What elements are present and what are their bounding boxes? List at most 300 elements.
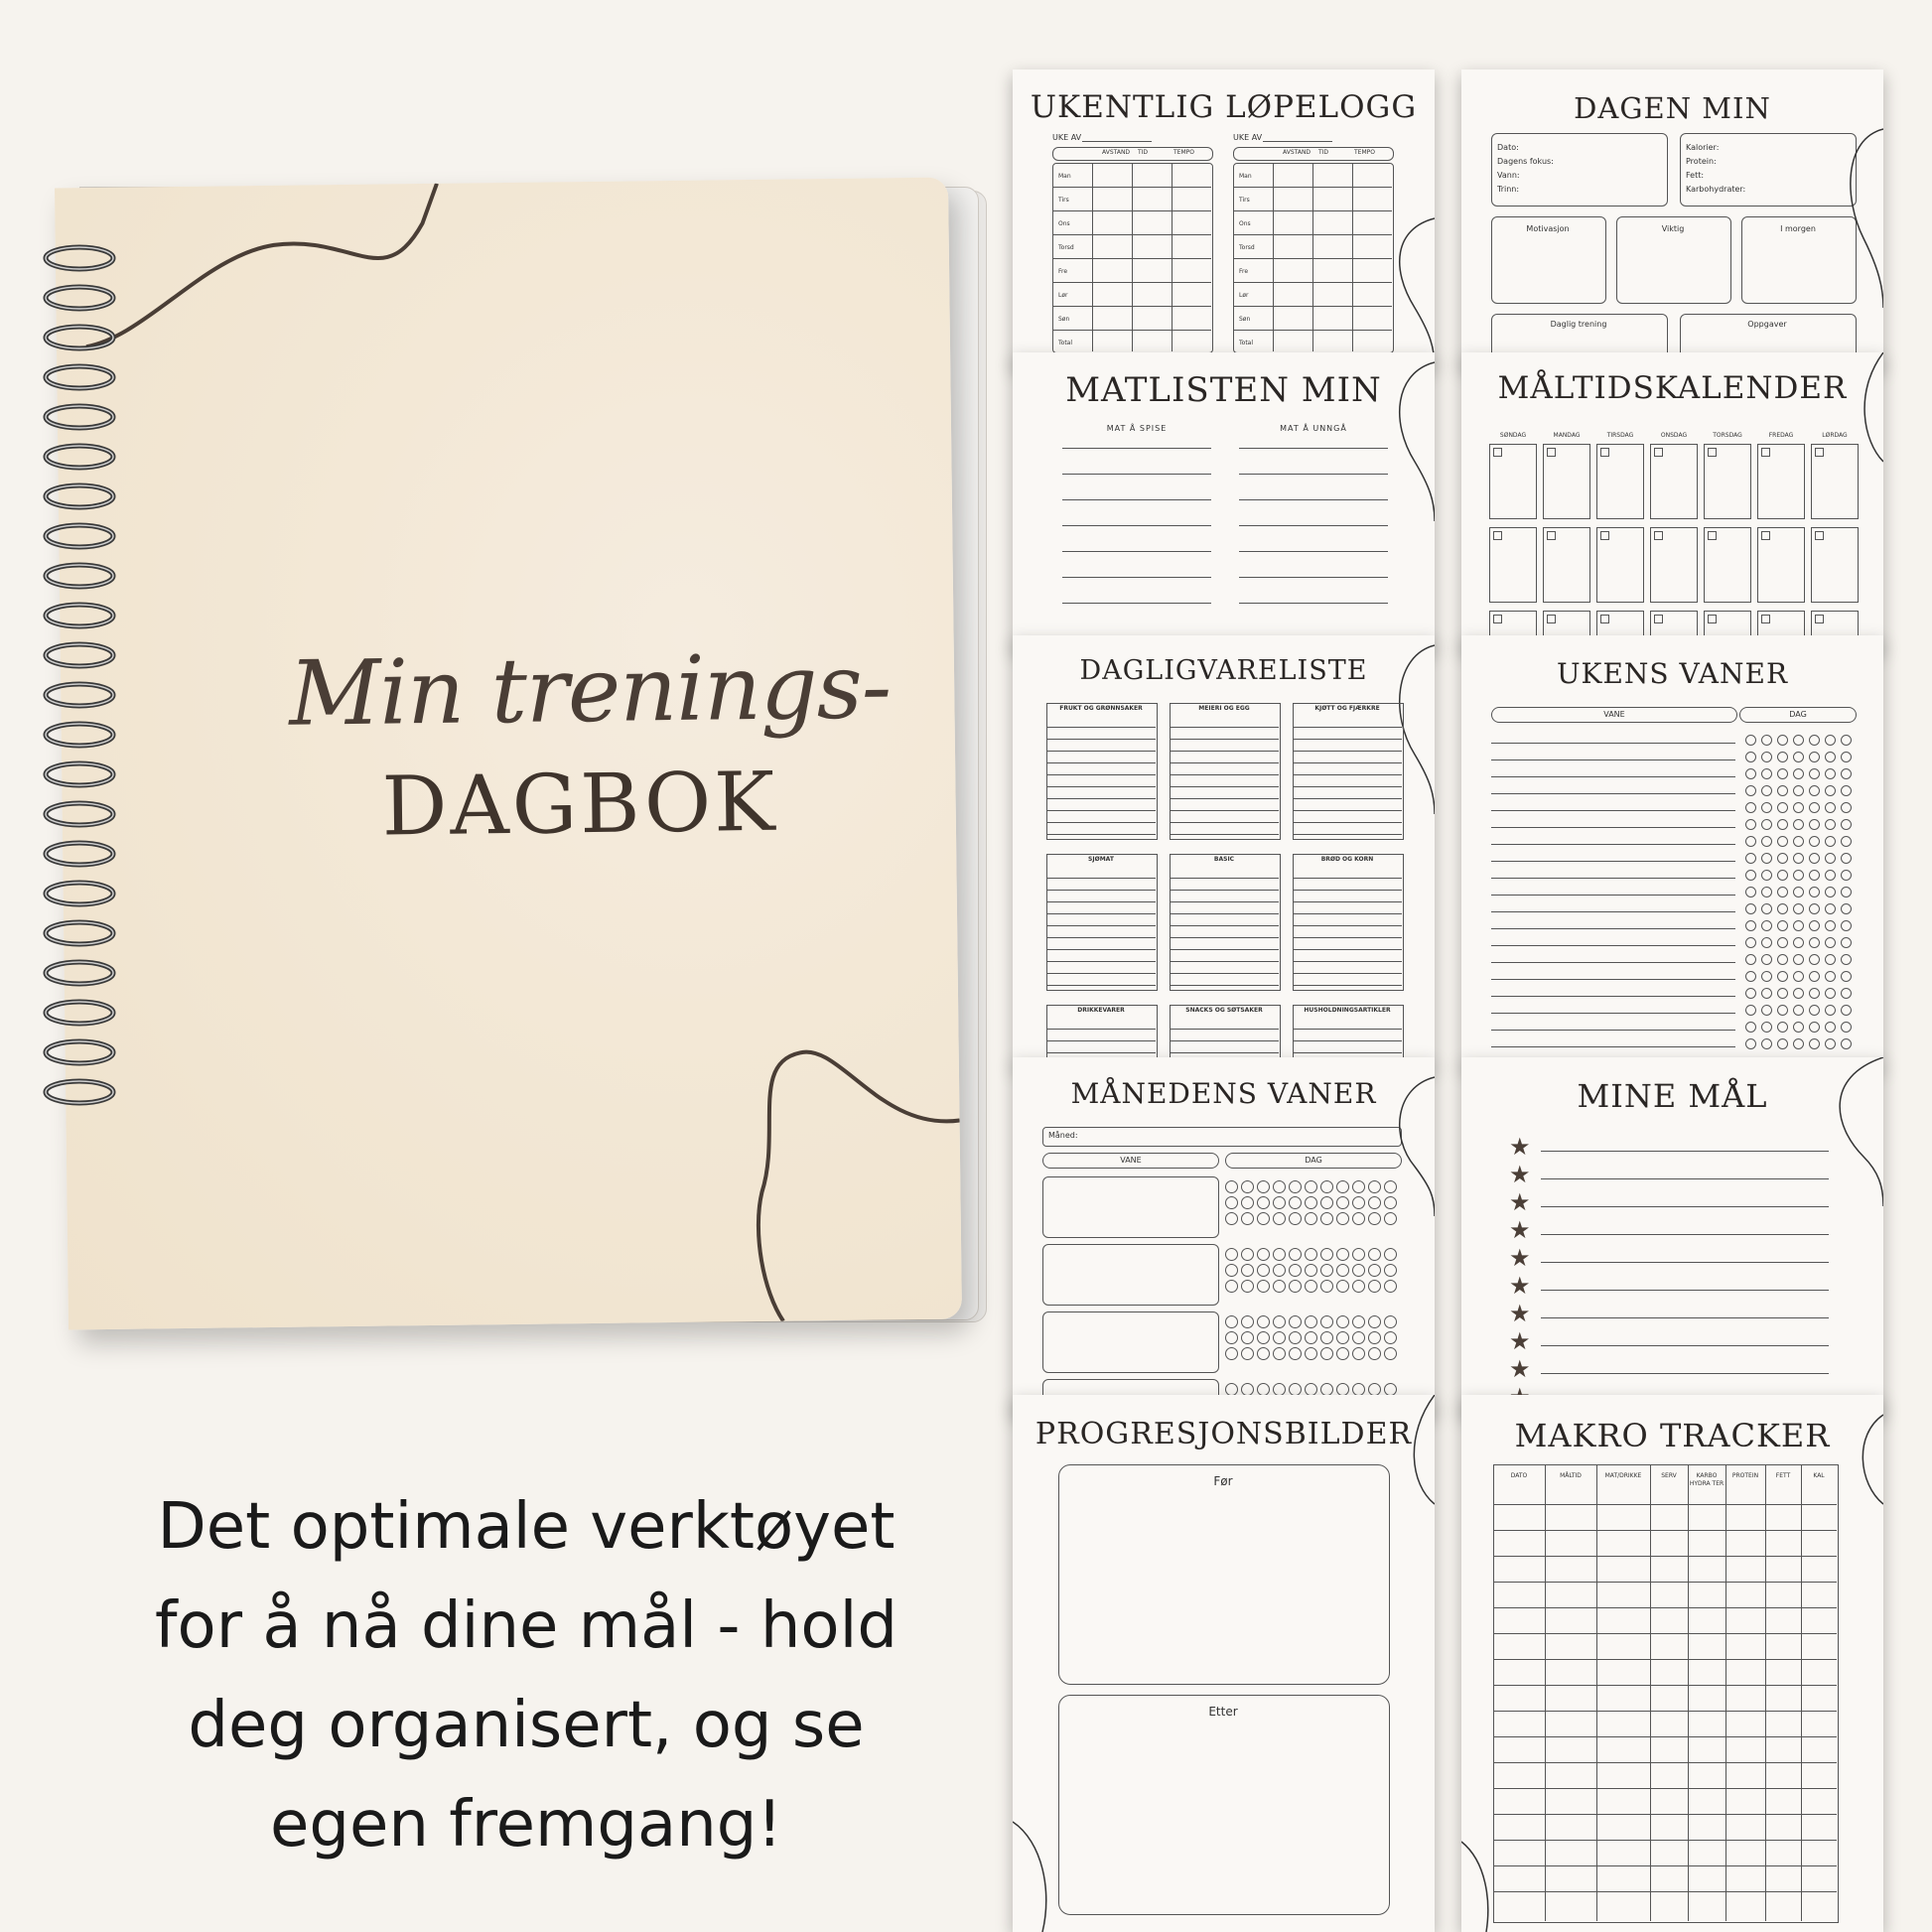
weekday-label: MANDAG: [1553, 432, 1581, 439]
habit-day-circle: [1761, 836, 1772, 847]
star-icon: ★: [1509, 1244, 1531, 1272]
habit-line: [1491, 861, 1735, 862]
box-label: Motivasjon: [1526, 224, 1570, 233]
table-divider: [1092, 163, 1093, 351]
grocery-line: [1170, 925, 1279, 926]
column-label: AVSTAND: [1283, 149, 1311, 156]
box-label: I morgen: [1780, 224, 1816, 233]
habit-line: [1491, 759, 1735, 760]
food-line: [1062, 499, 1211, 500]
day-label: Søn: [1239, 316, 1251, 323]
grocery-line: [1293, 1029, 1402, 1030]
table-row-line: [1052, 330, 1211, 331]
habit-day-circle: [1793, 752, 1804, 762]
day-column-header: DAG: [1225, 1153, 1402, 1169]
page-wave-decoration: [1804, 1057, 1883, 1415]
habit-day-circle: [1225, 1315, 1238, 1328]
habit-day-circle: [1352, 1315, 1365, 1328]
star-icon: ★: [1509, 1161, 1531, 1188]
meal-checkbox: [1654, 615, 1663, 623]
macro-column-divider: [1596, 1464, 1597, 1921]
habit-day-circle: [1257, 1196, 1270, 1209]
meal-checkbox: [1493, 615, 1502, 623]
habit-day-circle: [1793, 768, 1804, 779]
habit-day-circle: [1320, 1264, 1333, 1277]
macro-row-line: [1493, 1504, 1837, 1505]
habit-day-circle: [1305, 1331, 1317, 1344]
habit-day-circle: [1809, 937, 1820, 948]
habit-day-circle: [1793, 954, 1804, 965]
day-column-header: DAG: [1739, 707, 1857, 723]
grocery-line: [1293, 985, 1402, 986]
star-icon: ★: [1509, 1188, 1531, 1216]
habit-day-circle: [1809, 1022, 1820, 1033]
habit-day-circle: [1273, 1248, 1286, 1261]
grocery-line: [1293, 822, 1402, 823]
table-divider: [1172, 163, 1173, 351]
habit-box: [1042, 1244, 1219, 1306]
habit-day-circle: [1761, 954, 1772, 965]
habit-day-circle: [1777, 870, 1788, 881]
page-title: DAGLIGVARELISTE: [1079, 655, 1368, 686]
habit-day-circle: [1225, 1280, 1238, 1293]
habit-line: [1491, 979, 1735, 980]
grocery-line: [1170, 985, 1279, 986]
month-field: [1042, 1127, 1402, 1147]
page-wave-decoration: [1375, 1395, 1435, 1932]
habit-day-circle: [1320, 1212, 1333, 1225]
habit-day-circle: [1289, 1315, 1302, 1328]
habit-day-circle: [1257, 1315, 1270, 1328]
habit-day-circle: [1761, 1022, 1772, 1033]
habit-day-circle: [1352, 1180, 1365, 1193]
after-photo-box: [1058, 1695, 1390, 1915]
habit-day-circle: [1809, 836, 1820, 847]
weekday-label: LØRDAG: [1822, 432, 1848, 439]
habit-day-circle: [1825, 937, 1836, 948]
grocery-line: [1046, 751, 1156, 752]
habit-day-circle: [1825, 735, 1836, 746]
habit-day-circle: [1825, 954, 1836, 965]
grocery-line: [1293, 878, 1402, 879]
habit-day-circle: [1305, 1180, 1317, 1193]
habit-day-circle: [1352, 1280, 1365, 1293]
table-row-line: [1052, 234, 1211, 235]
grocery-section: [1170, 703, 1281, 840]
habit-day-circle: [1777, 752, 1788, 762]
meal-checkbox: [1761, 615, 1770, 623]
habit-day-circle: [1289, 1331, 1302, 1344]
spiral-binding: [30, 238, 149, 1390]
habit-day-circle: [1745, 1038, 1756, 1049]
food-line: [1239, 474, 1388, 475]
grocery-line: [1046, 1040, 1156, 1041]
page-monthly-habits: [1013, 1057, 1435, 1415]
habit-day-circle: [1809, 988, 1820, 999]
grocery-line: [1170, 973, 1279, 974]
grocery-line: [1046, 822, 1156, 823]
habit-day-circle: [1368, 1331, 1381, 1344]
page-title: MATLISTEN MIN: [1065, 370, 1382, 410]
macro-column-label: SERV: [1661, 1472, 1677, 1479]
table-row-line: [1052, 187, 1211, 188]
grocery-line: [1046, 834, 1156, 835]
before-label: Før: [1213, 1474, 1233, 1488]
habit-day-circle: [1841, 752, 1852, 762]
grocery-section: [1170, 854, 1281, 991]
habit-day-circle: [1809, 1038, 1820, 1049]
habit-day-circle: [1273, 1331, 1286, 1344]
habit-day-circle: [1352, 1347, 1365, 1360]
goal-line: [1541, 1206, 1829, 1207]
habit-day-circle: [1257, 1248, 1270, 1261]
grocery-line: [1046, 762, 1156, 763]
food-line: [1239, 577, 1388, 578]
habit-day-circle: [1352, 1212, 1365, 1225]
habit-day-circle: [1809, 785, 1820, 796]
column-label: MAT Å UNNGÅ: [1280, 424, 1347, 433]
star-icon: ★: [1509, 1300, 1531, 1327]
habit-day-circle: [1745, 735, 1756, 746]
habit-day-circle: [1841, 802, 1852, 813]
grocery-line: [1293, 925, 1402, 926]
habit-day-circle: [1368, 1280, 1381, 1293]
meal-checkbox: [1493, 448, 1502, 457]
habit-day-circle: [1273, 1280, 1286, 1293]
week-line: [1263, 141, 1332, 142]
habit-day-circle: [1761, 937, 1772, 948]
habit-day-circle: [1384, 1212, 1397, 1225]
table-divider: [1312, 163, 1313, 351]
habit-day-circle: [1368, 1248, 1381, 1261]
habit-day-circle: [1777, 937, 1788, 948]
habit-day-circle: [1841, 887, 1852, 897]
habit-day-circle: [1841, 819, 1852, 830]
habit-day-circle: [1761, 988, 1772, 999]
habit-day-circle: [1320, 1315, 1333, 1328]
grocery-line: [1046, 1052, 1156, 1053]
food-line: [1062, 577, 1211, 578]
macro-row-line: [1493, 1840, 1837, 1841]
habit-day-circle: [1841, 1005, 1852, 1016]
month-label: Måned:: [1048, 1131, 1078, 1140]
habit-day-circle: [1761, 903, 1772, 914]
grocery-line: [1170, 727, 1279, 728]
goal-line: [1541, 1373, 1829, 1374]
page-wave-decoration: [1375, 1057, 1435, 1415]
food-line: [1062, 525, 1211, 526]
habit-day-circle: [1384, 1180, 1397, 1193]
habit-day-circle: [1257, 1180, 1270, 1193]
cover-main-title: DAGBOK: [381, 755, 778, 855]
habit-day-circle: [1761, 768, 1772, 779]
macro-row-line: [1493, 1685, 1837, 1686]
habit-day-circle: [1825, 1005, 1836, 1016]
habit-day-circle: [1841, 735, 1852, 746]
habit-day-circle: [1225, 1347, 1238, 1360]
meal-checkbox: [1600, 448, 1609, 457]
grocery-line: [1046, 727, 1156, 728]
grocery-line: [1170, 913, 1279, 914]
habit-day-circle: [1825, 903, 1836, 914]
grocery-line: [1046, 949, 1156, 950]
habit-line: [1491, 928, 1735, 929]
grocery-line: [1170, 901, 1279, 902]
page-title: UKENS VANER: [1556, 657, 1789, 690]
meal-checkbox: [1815, 615, 1824, 623]
field-label: Vann:: [1497, 171, 1520, 180]
page-food-list: [1013, 352, 1435, 650]
day-label: Total: [1239, 340, 1254, 346]
table-row-line: [1052, 306, 1211, 307]
field-label: Kalorier:: [1686, 143, 1720, 152]
grocery-section-label: HUSHOLDNINGSARTIKLER: [1304, 1007, 1391, 1014]
grocery-line: [1293, 1052, 1402, 1053]
habit-day-circle: [1825, 819, 1836, 830]
habit-day-circle: [1745, 819, 1756, 830]
table-divider: [1352, 163, 1353, 351]
habit-day-circle: [1241, 1180, 1254, 1193]
grocery-line: [1170, 751, 1279, 752]
grocery-section-label: MEIERI OG EGG: [1198, 705, 1250, 712]
grocery-line: [1046, 878, 1156, 879]
habit-day-circle: [1289, 1196, 1302, 1209]
goal-line: [1541, 1262, 1829, 1263]
page-title: MÅLTIDSKALENDER: [1497, 370, 1848, 406]
habit-day-circle: [1841, 768, 1852, 779]
field-label: Karbohydrater:: [1686, 185, 1746, 194]
page-wave-decoration: [1824, 69, 1883, 367]
habit-day-circle: [1320, 1280, 1333, 1293]
habit-day-circle: [1257, 1347, 1270, 1360]
habit-day-circle: [1793, 1005, 1804, 1016]
food-line: [1239, 603, 1388, 604]
habit-day-circle: [1320, 1331, 1333, 1344]
habit-day-circle: [1809, 954, 1820, 965]
habit-line: [1491, 827, 1735, 828]
habit-day-circle: [1225, 1196, 1238, 1209]
grocery-line: [1293, 834, 1402, 835]
habit-day-circle: [1841, 971, 1852, 982]
habit-day-circle: [1336, 1212, 1349, 1225]
grocery-section: [1046, 854, 1158, 991]
habit-day-circle: [1745, 920, 1756, 931]
habit-day-circle: [1793, 920, 1804, 931]
week-line: [1082, 141, 1152, 142]
habit-day-circle: [1225, 1248, 1238, 1261]
habit-day-circle: [1809, 887, 1820, 897]
box-label: Viktig: [1661, 224, 1685, 233]
habit-day-circle: [1825, 870, 1836, 881]
habit-line: [1491, 996, 1735, 997]
habit-day-circle: [1352, 1331, 1365, 1344]
habit-day-circle: [1289, 1212, 1302, 1225]
page-my-goals: [1461, 1057, 1883, 1415]
habit-day-circle: [1825, 853, 1836, 864]
grocery-section: [1293, 854, 1404, 991]
after-label: Etter: [1208, 1705, 1238, 1719]
habit-day-circle: [1793, 937, 1804, 948]
grocery-line: [1293, 762, 1402, 763]
habit-day-circle: [1336, 1331, 1349, 1344]
habit-line: [1491, 776, 1735, 777]
habit-day-circle: [1289, 1248, 1302, 1261]
macro-row-line: [1493, 1530, 1837, 1531]
habit-day-circle: [1368, 1196, 1381, 1209]
weekday-label: TIRSDAG: [1606, 432, 1634, 439]
grocery-section: [1293, 703, 1404, 840]
habit-day-circle: [1841, 870, 1852, 881]
habit-day-circle: [1825, 785, 1836, 796]
grocery-section: [1046, 703, 1158, 840]
habit-line: [1491, 895, 1735, 896]
habit-day-circle: [1793, 785, 1804, 796]
grocery-line: [1046, 925, 1156, 926]
grocery-line: [1046, 913, 1156, 914]
habit-day-circle: [1777, 819, 1788, 830]
habit-day-circle: [1809, 920, 1820, 931]
habit-line: [1491, 1030, 1735, 1031]
habit-day-circle: [1745, 887, 1756, 897]
habit-day-circle: [1809, 870, 1820, 881]
habit-day-circle: [1841, 853, 1852, 864]
field-label: Dato:: [1497, 143, 1519, 152]
star-icon: ★: [1509, 1216, 1531, 1244]
habit-line: [1491, 743, 1735, 744]
field-label: Trinn:: [1497, 185, 1520, 194]
habit-day-circle: [1745, 954, 1756, 965]
meal-checkbox: [1547, 448, 1556, 457]
star-icon: ★: [1509, 1133, 1531, 1161]
page-wave-decoration: [1375, 635, 1435, 1067]
habit-day-circle: [1745, 802, 1756, 813]
habit-day-circle: [1841, 988, 1852, 999]
habit-day-circle: [1841, 785, 1852, 796]
habit-day-circle: [1289, 1180, 1302, 1193]
habit-day-circle: [1761, 887, 1772, 897]
habit-day-circle: [1241, 1264, 1254, 1277]
table-row-line: [1233, 210, 1392, 211]
grocery-line: [1046, 798, 1156, 799]
habit-day-circle: [1241, 1331, 1254, 1344]
habit-day-circle: [1825, 1022, 1836, 1033]
macro-row-line: [1493, 1762, 1837, 1763]
habit-day-circle: [1825, 1038, 1836, 1049]
habit-day-circle: [1336, 1180, 1349, 1193]
habit-day-circle: [1257, 1212, 1270, 1225]
goal-line: [1541, 1151, 1829, 1152]
habit-day-circle: [1745, 903, 1756, 914]
weekday-label: TORSDAG: [1713, 432, 1742, 439]
goal-line: [1541, 1345, 1829, 1346]
day-label: Man: [1239, 173, 1252, 180]
column-label: TID: [1138, 149, 1149, 156]
habit-line: [1491, 1013, 1735, 1014]
meal-checkbox: [1654, 531, 1663, 540]
grocery-line: [1293, 961, 1402, 962]
habit-day-circle: [1841, 1022, 1852, 1033]
grocery-line: [1170, 890, 1279, 891]
habit-day-circle: [1761, 971, 1772, 982]
grocery-line: [1170, 1029, 1279, 1030]
habit-day-circle: [1825, 836, 1836, 847]
habit-day-circle: [1761, 735, 1772, 746]
grocery-line: [1293, 810, 1402, 811]
grocery-line: [1170, 961, 1279, 962]
habit-day-circle: [1368, 1347, 1381, 1360]
page-title: MÅNEDENS VANER: [1070, 1077, 1377, 1110]
macro-column-divider: [1765, 1464, 1766, 1921]
food-line: [1062, 474, 1211, 475]
goal-line: [1541, 1317, 1829, 1318]
habit-day-circle: [1273, 1196, 1286, 1209]
grocery-line: [1046, 739, 1156, 740]
habit-day-circle: [1761, 752, 1772, 762]
tagline-line: for å nå dine mål - hold: [155, 1589, 897, 1663]
page-progress-photos: [1013, 1395, 1435, 1932]
habit-day-circle: [1257, 1280, 1270, 1293]
habit-day-circle: [1761, 802, 1772, 813]
grocery-line: [1170, 937, 1279, 938]
macro-column-divider: [1650, 1464, 1651, 1921]
habit-day-circle: [1745, 768, 1756, 779]
habit-day-circle: [1793, 735, 1804, 746]
table-row-line: [1233, 282, 1392, 283]
box-label: Daglig trening: [1550, 320, 1607, 329]
column-label: TID: [1318, 149, 1329, 156]
habit-day-circle: [1225, 1180, 1238, 1193]
habit-day-circle: [1336, 1248, 1349, 1261]
habit-day-circle: [1745, 752, 1756, 762]
grocery-section-label: BASIC: [1213, 856, 1235, 863]
meal-checkbox: [1815, 448, 1824, 457]
tagline-line: deg organisert, og se: [188, 1689, 865, 1762]
habit-day-circle: [1809, 768, 1820, 779]
page-title: PROGRESJONSBILDER: [1035, 1417, 1413, 1451]
field-label: Protein:: [1686, 157, 1717, 166]
habit-line: [1491, 810, 1735, 811]
macro-row-line: [1493, 1814, 1837, 1815]
habit-day-circle: [1777, 1038, 1788, 1049]
habit-day-circle: [1273, 1212, 1286, 1225]
habit-day-circle: [1384, 1248, 1397, 1261]
macro-column-divider: [1545, 1464, 1546, 1921]
habit-day-circle: [1352, 1196, 1365, 1209]
habit-day-circle: [1305, 1315, 1317, 1328]
habit-day-circle: [1809, 752, 1820, 762]
day-label: Fre: [1239, 268, 1249, 275]
macro-row-line: [1493, 1865, 1837, 1866]
habit-day-circle: [1241, 1347, 1254, 1360]
grocery-line: [1170, 1052, 1279, 1053]
food-line: [1062, 603, 1211, 604]
habit-day-circle: [1825, 768, 1836, 779]
grocery-line: [1170, 786, 1279, 787]
page-title: DAGEN MIN: [1574, 91, 1771, 125]
day-label: Lør: [1058, 292, 1068, 299]
grocery-line: [1170, 822, 1279, 823]
habit-day-circle: [1289, 1280, 1302, 1293]
grocery-line: [1170, 762, 1279, 763]
habit-day-circle: [1241, 1196, 1254, 1209]
habit-day-circle: [1761, 819, 1772, 830]
habit-day-circle: [1241, 1315, 1254, 1328]
grocery-section-label: FRUKT OG GRØNNSAKER: [1059, 705, 1143, 712]
grocery-line: [1046, 937, 1156, 938]
habit-day-circle: [1305, 1248, 1317, 1261]
habit-day-circle: [1777, 735, 1788, 746]
habit-day-circle: [1793, 903, 1804, 914]
